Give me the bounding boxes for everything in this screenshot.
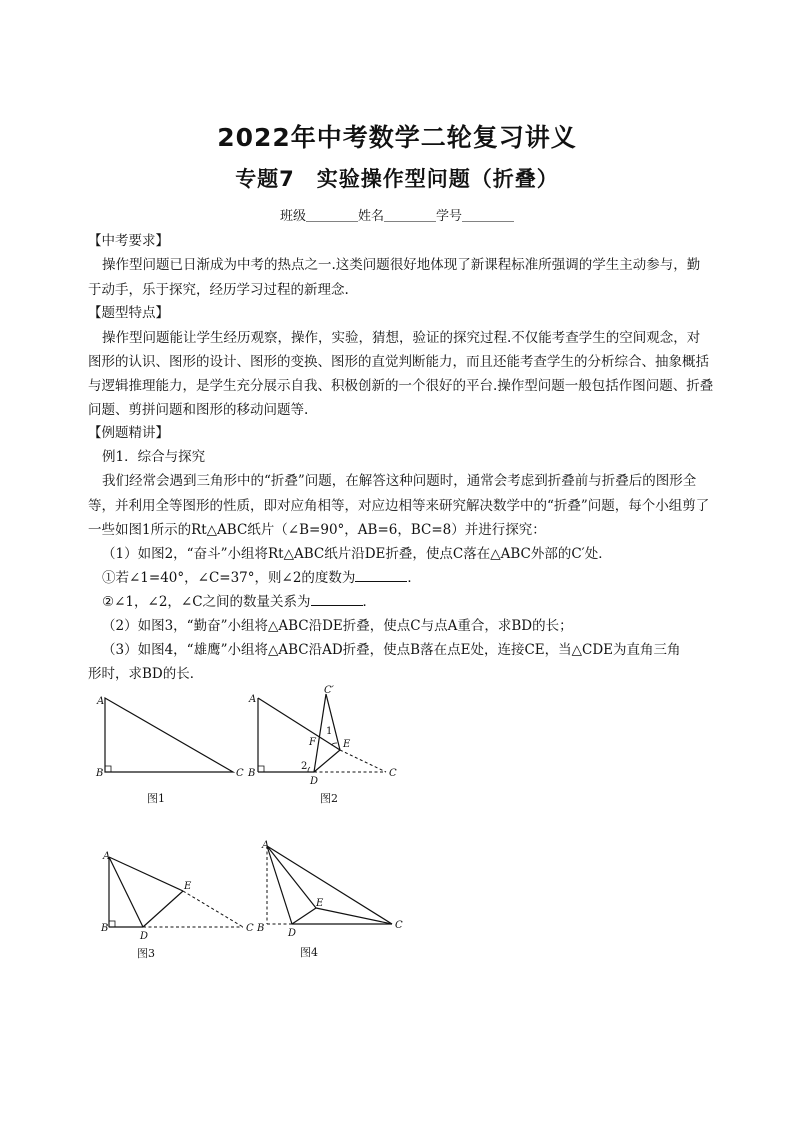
figure-4-caption: 图4 [300,946,318,959]
angle-1-arc [331,743,337,745]
features-text-line-3: 与逻辑推理能力，是学生充分展示自我、积极创新的一个很好的平台.操作型问题一般包括作图问题、折叠 [88,378,714,394]
segment-ae [267,846,316,908]
label-c: C [395,920,403,931]
requirement-heading: 【中考要求】 [88,233,169,249]
crease-de [143,891,183,927]
side-ae [109,857,183,891]
example-intro-line-2: 等，并利用全等图形的性质，即对应角相等，对应边相等来研究解决数学中的“折叠”问题，每个小组剪了 [88,498,710,514]
example-label: 例1．综合与探究 [102,449,206,465]
question-1b-end: ． [362,594,377,610]
label-e: E [316,898,324,909]
side-c-prime-d [314,694,326,772]
triangle-abc [105,698,233,772]
label-d: D [288,928,297,939]
right-angle-mark [258,766,264,772]
label-c: C [389,768,397,779]
label-b: B [257,923,265,934]
label-angle-1: 1 [326,726,333,737]
figure-2 [246,684,406,810]
answer-blank-1b[interactable] [311,593,363,606]
crease-ad [267,846,292,924]
question-1b [88,590,734,610]
label-f: F [309,737,316,748]
features-text-line-4: 问题、剪拼问题和图形的移动问题等. [88,402,309,418]
question-1a-text: ①若∠1=40°，∠C=37°，则∠2的度数为 [102,570,356,586]
angle-2-arc [308,767,310,772]
right-angle-mark [105,766,111,772]
folded-segment-ec [183,891,243,927]
label-a: A [97,696,105,707]
label-a: A [249,694,257,705]
figure-1 [95,690,255,810]
requirement-text-line-1: 操作型问题已日渐成为中考的热点之一.这类问题很好地体现了新课程标准所强调的学生主动参与，勤 [102,257,701,273]
figure-4 [252,836,412,964]
segment-ad [109,857,143,927]
label-a: A [103,851,111,862]
label-d: D [310,776,319,787]
label-c: C [246,923,254,934]
segment-ce [316,908,392,924]
question-1a [88,566,734,586]
page-subtitle: 专题7 实验操作型问题（折叠） [235,167,559,191]
features-heading: 【题型特点】 [88,305,169,321]
side-ac [267,846,392,924]
side-c-prime-e [326,694,340,750]
label-b: B [101,923,109,934]
figure-1-caption: 图1 [147,792,165,805]
example-intro-line-3: 一些如图1所示的Rt△ABC纸片（∠B=90°，AB=6，BC=8）并进行探究： [88,522,546,538]
side-ae [258,698,340,750]
question-3-line-1: （3）如图4，“雄鹰”小组将△ABC沿AD折叠，使点B落在点E处，连接CE，当△CDE为直角三角 [102,642,681,658]
label-e: E [343,739,351,750]
figure-2-caption: 图2 [320,792,338,805]
label-b: B [248,768,256,779]
question-1: （1）如图2，“奋斗”小组将Rt△ABC纸片沿DE折叠，使点C落在△ABC外部的C′处． [102,546,612,562]
answer-blank-1a[interactable] [355,569,407,582]
label-b: B [96,768,104,779]
question-3-line-2: 形时，求BD的长． [88,666,204,682]
label-e: E [184,881,192,892]
example-intro-line-1: 我们经常会遇到三角形中的“折叠”问题，在解答这种问题时，通常会考虑到折叠前与折叠后的图形全 [102,473,697,489]
right-angle-mark [109,921,115,927]
page-title: 2022年中考数学二轮复习讲义 [217,123,577,152]
label-angle-2: 2 [301,761,308,772]
requirement-text-line-2: 于动手，乐于探究，经历学习过程的新理念. [88,282,349,298]
student-info-line: 班级＿＿＿＿姓名＿＿＿＿学号＿＿＿＿ [279,209,514,224]
question-1a-end: ． [407,570,421,586]
features-text-line-1: 操作型问题能让学生经历观察，操作，实验，猜想，验证的探究过程.不仅能考查学生的空间观念，对 [102,330,701,346]
label-c: C [236,768,244,779]
label-a: A [262,840,270,851]
crease-de [314,750,340,772]
question-2: （2）如图3，“勤奋”小组将△ABC沿DE折叠，使点C与点A重合，求BD的长； [102,618,573,634]
question-1b-text: ②∠1，∠2，∠C之间的数量关系为 [102,594,311,610]
figure-3-caption: 图3 [137,947,155,960]
figure-3 [95,845,265,965]
features-text-line-2: 图形的认识、图形的设计、图形的变换、图形的直觉判断能力，而且还能考查学生的分析综合、抽象概括 [88,354,709,370]
examples-heading: 【例题精讲】 [88,425,169,441]
label-c-prime: C′ [324,685,334,696]
segment-de [292,908,316,924]
label-d: D [140,931,149,942]
folded-segment-ec [340,750,386,772]
